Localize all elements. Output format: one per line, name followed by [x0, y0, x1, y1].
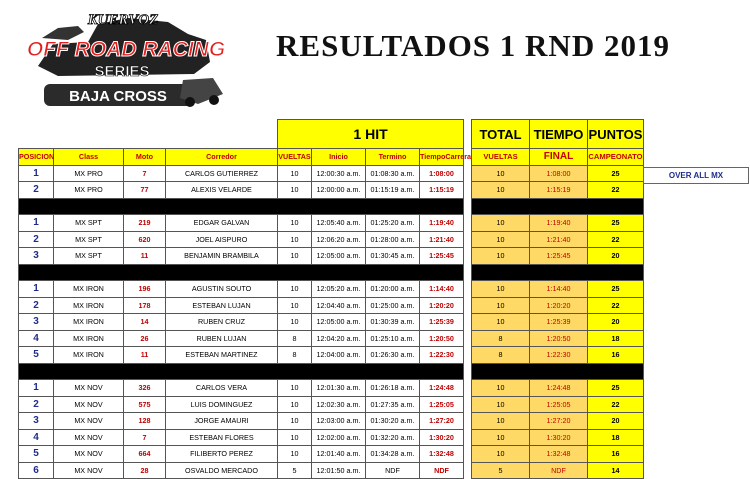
- totals-row: [472, 396, 644, 413]
- position-cell: 5: [19, 446, 54, 463]
- rider-name-cell: CARLOS GUTIERREZ: [166, 165, 278, 182]
- table-row: [19, 380, 464, 397]
- moto-number-cell: 11: [124, 347, 166, 364]
- rider-name-cell: LUIS DOMINGUEZ: [166, 396, 278, 413]
- start-time-cell: 12:02:00 a.m.: [312, 429, 366, 446]
- end-time-cell: 01:20:00 a.m.: [366, 281, 420, 298]
- rider-name-cell: ESTEBAN LUJAN: [166, 297, 278, 314]
- side-col-header: CAMPEONATO: [588, 149, 644, 166]
- col-header: POSICION: [19, 149, 54, 166]
- start-time-cell: 12:04:20 a.m.: [312, 330, 366, 347]
- total-laps-cell: 8: [472, 347, 530, 364]
- class-cell: MX NOV: [54, 380, 124, 397]
- table-row: [19, 165, 464, 182]
- class-cell: MX IRON: [54, 314, 124, 331]
- moto-number-cell: 7: [124, 429, 166, 446]
- race-time-cell: 1:20:50: [420, 330, 464, 347]
- rider-name-cell: CARLOS VERA: [166, 380, 278, 397]
- points-cell: 20: [588, 248, 644, 265]
- totals-row: [472, 248, 644, 265]
- table-row: [19, 297, 464, 314]
- points-cell: 25: [588, 215, 644, 232]
- position-cell: 1: [19, 215, 54, 232]
- totals-row: [472, 380, 644, 397]
- end-time-cell: 01:08:30 a.m.: [366, 165, 420, 182]
- moto-number-cell: 575: [124, 396, 166, 413]
- end-time-cell: 01:25:20 a.m.: [366, 215, 420, 232]
- position-cell: 4: [19, 429, 54, 446]
- final-time-cell: 1:25:05: [530, 396, 588, 413]
- points-cell: 20: [588, 314, 644, 331]
- logo-brand-main: OFF ROAD RACING: [26, 38, 226, 61]
- start-time-cell: 12:01:40 a.m.: [312, 446, 366, 463]
- moto-number-cell: 326: [124, 380, 166, 397]
- table-row: [19, 281, 464, 298]
- class-cell: MX PRO: [54, 182, 124, 199]
- laps-cell: 10: [278, 231, 312, 248]
- totals-row: [472, 182, 644, 199]
- table-row: [19, 413, 464, 430]
- moto-number-cell: 664: [124, 446, 166, 463]
- final-time-cell: 1:19:40: [530, 215, 588, 232]
- moto-number-cell: 26: [124, 330, 166, 347]
- class-cell: MX SPT: [54, 248, 124, 265]
- race-time-cell: 1:24:48: [420, 380, 464, 397]
- moto-number-cell: 196: [124, 281, 166, 298]
- table-row: [19, 231, 464, 248]
- final-time-cell: 1:27:20: [530, 413, 588, 430]
- rider-name-cell: JOEL AISPURO: [166, 231, 278, 248]
- rider-name-cell: ESTEBAN FLORES: [166, 429, 278, 446]
- start-time-cell: 12:05:20 a.m.: [312, 281, 366, 298]
- moto-number-cell: 14: [124, 314, 166, 331]
- group-separator: [472, 264, 644, 281]
- totals-row: [472, 347, 644, 364]
- rider-name-cell: ALEXIS VELARDE: [166, 182, 278, 199]
- puntos-header: PUNTOS: [588, 120, 644, 149]
- totals-row: [472, 297, 644, 314]
- race-time-cell: 1:25:45: [420, 248, 464, 265]
- position-cell: 2: [19, 297, 54, 314]
- position-cell: 2: [19, 231, 54, 248]
- total-laps-cell: 8: [472, 330, 530, 347]
- points-cell: 14: [588, 462, 644, 479]
- position-cell: 3: [19, 248, 54, 265]
- tiempo-header: TIEMPO: [530, 120, 588, 149]
- points-cell: 25: [588, 165, 644, 182]
- laps-cell: 8: [278, 330, 312, 347]
- start-time-cell: 12:01:30 a.m.: [312, 380, 366, 397]
- race-time-cell: 1:22:30: [420, 347, 464, 364]
- position-cell: 2: [19, 396, 54, 413]
- end-time-cell: 01:28:00 a.m.: [366, 231, 420, 248]
- final-time-cell: 1:25:39: [530, 314, 588, 331]
- points-cell: 16: [588, 446, 644, 463]
- position-cell: 1: [19, 380, 54, 397]
- position-cell: 4: [19, 330, 54, 347]
- end-time-cell: NDF: [366, 462, 420, 479]
- rider-name-cell: EDGAR GALVAN: [166, 215, 278, 232]
- laps-cell: 10: [278, 215, 312, 232]
- race-time-cell: 1:20:20: [420, 297, 464, 314]
- race-time-cell: 1:15:19: [420, 182, 464, 199]
- table-row: [19, 446, 464, 463]
- moto-number-cell: 7: [124, 165, 166, 182]
- class-cell: MX NOV: [54, 462, 124, 479]
- rider-name-cell: RUBEN CRUZ: [166, 314, 278, 331]
- group-separator: [19, 363, 464, 380]
- final-time-cell: 1:24:48: [530, 380, 588, 397]
- final-time-cell: 1:14:40: [530, 281, 588, 298]
- points-cell: 18: [588, 429, 644, 446]
- laps-cell: 10: [278, 380, 312, 397]
- overall-mx-label: OVER ALL MX: [643, 167, 749, 184]
- final-time-cell: 1:08:00: [530, 165, 588, 182]
- race-time-cell: 1:27:20: [420, 413, 464, 430]
- rider-name-cell: ESTEBAN MARTINEZ: [166, 347, 278, 364]
- moto-number-cell: 28: [124, 462, 166, 479]
- race-time-cell: 1:25:39: [420, 314, 464, 331]
- side-col-header: VUELTAS: [472, 149, 530, 166]
- side-col-header: FINAL: [530, 149, 588, 166]
- points-cell: 25: [588, 281, 644, 298]
- laps-cell: 10: [278, 281, 312, 298]
- position-cell: 1: [19, 165, 54, 182]
- total-laps-cell: 10: [472, 215, 530, 232]
- final-time-cell: 1:25:45: [530, 248, 588, 265]
- rider-name-cell: RUBEN LUJAN: [166, 330, 278, 347]
- col-header: Class: [54, 149, 124, 166]
- page-title: RESULTADOS 1 RND 2019: [276, 28, 670, 63]
- start-time-cell: 12:06:20 a.m.: [312, 231, 366, 248]
- position-cell: 2: [19, 182, 54, 199]
- final-time-cell: 1:32:48: [530, 446, 588, 463]
- race-time-cell: 1:32:48: [420, 446, 464, 463]
- race-time-cell: 1:08:00: [420, 165, 464, 182]
- end-time-cell: 01:25:10 a.m.: [366, 330, 420, 347]
- total-header: TOTAL: [472, 120, 530, 149]
- laps-cell: 8: [278, 347, 312, 364]
- logo-brand-bottom: BAJA CROSS: [69, 88, 167, 105]
- start-time-cell: 12:02:30 a.m.: [312, 396, 366, 413]
- moto-number-cell: 128: [124, 413, 166, 430]
- table-row: [19, 330, 464, 347]
- col-header: VUELTAS: [278, 149, 312, 166]
- start-time-cell: 12:05:00 a.m.: [312, 314, 366, 331]
- table-row: [19, 248, 464, 265]
- col-header: Inicio: [312, 149, 366, 166]
- final-time-cell: 1:30:20: [530, 429, 588, 446]
- laps-cell: 10: [278, 165, 312, 182]
- points-cell: 18: [588, 330, 644, 347]
- group-separator: [472, 198, 644, 215]
- position-cell: 3: [19, 413, 54, 430]
- hit-header: 1 HIT: [278, 120, 464, 149]
- end-time-cell: 01:30:39 a.m.: [366, 314, 420, 331]
- final-time-cell: 1:21:40: [530, 231, 588, 248]
- position-cell: 5: [19, 347, 54, 364]
- total-laps-cell: 10: [472, 231, 530, 248]
- totals-row: [472, 281, 644, 298]
- table-row: [19, 314, 464, 331]
- moto-number-cell: 219: [124, 215, 166, 232]
- end-time-cell: 01:26:30 a.m.: [366, 347, 420, 364]
- total-laps-cell: 10: [472, 182, 530, 199]
- start-time-cell: 12:04:00 a.m.: [312, 347, 366, 364]
- race-time-cell: 1:14:40: [420, 281, 464, 298]
- end-time-cell: 01:26:18 a.m.: [366, 380, 420, 397]
- start-time-cell: 12:05:40 a.m.: [312, 215, 366, 232]
- moto-number-cell: 11: [124, 248, 166, 265]
- position-cell: 6: [19, 462, 54, 479]
- class-cell: MX PRO: [54, 165, 124, 182]
- totals-row: [472, 215, 644, 232]
- class-cell: MX NOV: [54, 396, 124, 413]
- total-laps-cell: 10: [472, 429, 530, 446]
- rider-name-cell: BENJAMIN BRAMBILA: [166, 248, 278, 265]
- end-time-cell: 01:25:00 a.m.: [366, 297, 420, 314]
- points-cell: 20: [588, 413, 644, 430]
- start-time-cell: 12:01:50 a.m.: [312, 462, 366, 479]
- laps-cell: 5: [278, 462, 312, 479]
- race-time-cell: 1:21:40: [420, 231, 464, 248]
- points-cell: 22: [588, 231, 644, 248]
- table-row: [19, 429, 464, 446]
- race-time-cell: 1:25:05: [420, 396, 464, 413]
- laps-cell: 10: [278, 314, 312, 331]
- class-cell: MX NOV: [54, 429, 124, 446]
- class-cell: MX NOV: [54, 446, 124, 463]
- laps-cell: 10: [278, 297, 312, 314]
- table-row: [19, 347, 464, 364]
- start-time-cell: 12:00:30 a.m.: [312, 165, 366, 182]
- class-cell: MX SPT: [54, 215, 124, 232]
- rider-name-cell: OSVALDO MERCADO: [166, 462, 278, 479]
- totals-row: [472, 429, 644, 446]
- end-time-cell: 01:34:28 a.m.: [366, 446, 420, 463]
- total-laps-cell: 10: [472, 248, 530, 265]
- laps-cell: 10: [278, 396, 312, 413]
- table-row: [19, 396, 464, 413]
- col-header: Termino: [366, 149, 420, 166]
- total-laps-cell: 10: [472, 314, 530, 331]
- final-time-cell: 1:22:30: [530, 347, 588, 364]
- end-time-cell: 01:27:35 a.m.: [366, 396, 420, 413]
- position-cell: 3: [19, 314, 54, 331]
- end-time-cell: 01:30:45 a.m.: [366, 248, 420, 265]
- laps-cell: 10: [278, 413, 312, 430]
- totals-row: [472, 462, 644, 479]
- table-row: [19, 215, 464, 232]
- total-laps-cell: 10: [472, 446, 530, 463]
- rider-name-cell: JORGE AMAURI: [166, 413, 278, 430]
- col-header: Corredor: [166, 149, 278, 166]
- logo-brand-top: KUERVOZ: [87, 12, 159, 28]
- rider-name-cell: AGUSTIN SOUTO: [166, 281, 278, 298]
- total-laps-cell: 10: [472, 297, 530, 314]
- class-cell: MX SPT: [54, 231, 124, 248]
- table-row: [19, 462, 464, 479]
- kuervoz-logo: [18, 4, 228, 109]
- race-time-cell: NDF: [420, 462, 464, 479]
- total-laps-cell: 10: [472, 281, 530, 298]
- points-cell: 25: [588, 380, 644, 397]
- start-time-cell: 12:04:40 a.m.: [312, 297, 366, 314]
- results-table: [18, 119, 472, 479]
- start-time-cell: 12:05:00 a.m.: [312, 248, 366, 265]
- totals-row: [472, 314, 644, 331]
- side-column-header-row: [472, 149, 644, 166]
- final-time-cell: 1:15:19: [530, 182, 588, 199]
- laps-cell: 10: [278, 248, 312, 265]
- laps-cell: 10: [278, 182, 312, 199]
- start-time-cell: 12:00:00 a.m.: [312, 182, 366, 199]
- table-row: [19, 182, 464, 199]
- class-cell: MX IRON: [54, 281, 124, 298]
- moto-number-cell: 77: [124, 182, 166, 199]
- points-cell: 22: [588, 182, 644, 199]
- class-cell: MX IRON: [54, 330, 124, 347]
- laps-cell: 10: [278, 429, 312, 446]
- moto-number-cell: 620: [124, 231, 166, 248]
- total-laps-cell: 10: [472, 380, 530, 397]
- total-laps-cell: 10: [472, 413, 530, 430]
- class-cell: MX NOV: [54, 413, 124, 430]
- class-cell: MX IRON: [54, 347, 124, 364]
- col-header: Moto: [124, 149, 166, 166]
- group-separator: [19, 264, 464, 281]
- total-laps-cell: 10: [472, 396, 530, 413]
- totals-row: [472, 330, 644, 347]
- position-cell: 1: [19, 281, 54, 298]
- total-laps-cell: 10: [472, 165, 530, 182]
- final-time-cell: 1:20:50: [530, 330, 588, 347]
- totals-row: [472, 446, 644, 463]
- laps-cell: 10: [278, 446, 312, 463]
- final-time-cell: 1:20:20: [530, 297, 588, 314]
- group-separator: [472, 363, 644, 380]
- points-cell: 22: [588, 297, 644, 314]
- end-time-cell: 01:32:20 a.m.: [366, 429, 420, 446]
- totals-row: [472, 165, 644, 182]
- race-time-cell: 1:19:40: [420, 215, 464, 232]
- moto-number-cell: 178: [124, 297, 166, 314]
- rider-name-cell: FILIBERTO PEREZ: [166, 446, 278, 463]
- totals-row: [472, 231, 644, 248]
- start-time-cell: 12:03:00 a.m.: [312, 413, 366, 430]
- class-cell: MX IRON: [54, 297, 124, 314]
- final-time-cell: NDF: [530, 462, 588, 479]
- points-cell: 16: [588, 347, 644, 364]
- column-header-row: [19, 149, 464, 166]
- points-cell: 22: [588, 396, 644, 413]
- totals-table: [471, 119, 644, 479]
- col-header: TiempoCarrera: [420, 149, 464, 166]
- group-separator: [19, 198, 464, 215]
- logo-series: SERIES: [94, 63, 150, 80]
- race-time-cell: 1:30:20: [420, 429, 464, 446]
- total-laps-cell: 5: [472, 462, 530, 479]
- end-time-cell: 01:15:19 a.m.: [366, 182, 420, 199]
- totals-row: [472, 413, 644, 430]
- end-time-cell: 01:30:20 a.m.: [366, 413, 420, 430]
